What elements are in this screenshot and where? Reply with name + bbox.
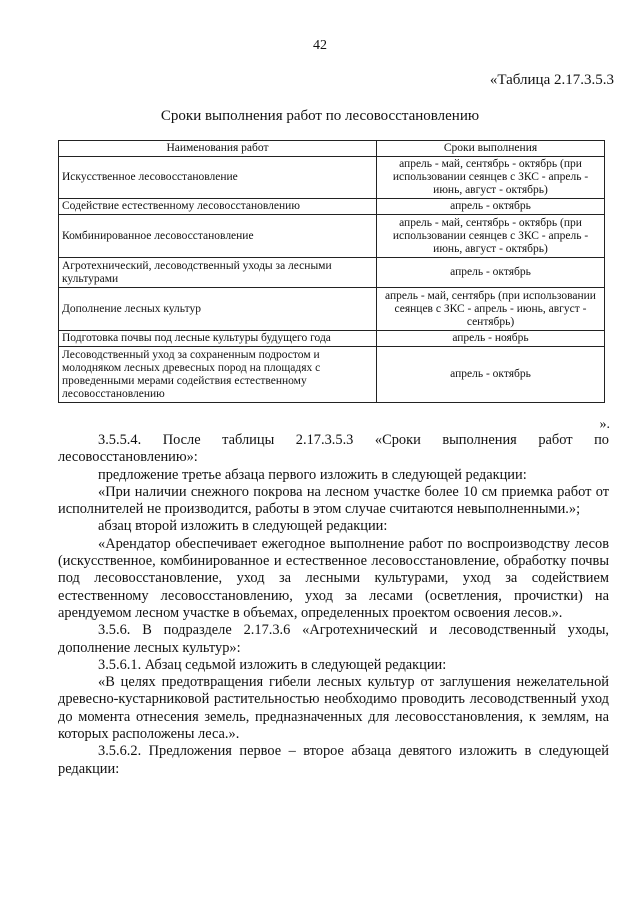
body-text [58,432,609,778]
table-row [59,331,605,347]
table-row [59,258,605,288]
header-work-name: Наименования работ [59,141,377,157]
schedule-cell: апрель - май, сентябрь (при использовании сеянцев с ЗКС - апрель - июнь, август - сентябрь) [377,288,605,331]
work-name-cell: Искусственное лесовосстановление [59,157,377,199]
schedule-cell: апрель - октябрь [377,258,605,288]
paragraph: абзац второй изложить в следующей редакции: [98,518,388,535]
paragraph: 3.5.6.1. Абзац седьмой изложить в следующей редакции: [98,656,447,673]
work-name-cell: Дополнение лесных культур [59,288,377,331]
table-row [59,347,605,403]
paragraph: «При наличии снежного покрова на лесном участке более 10 см приемка работ от исполнителей не производится, работы в этом случае считаются невыполненными.»; [58,483,609,518]
paragraph: «В целях предотвращения гибели лесных культур от заглушения нежелательной древесно-кустарниковой растительностью необходимо проводить лесоводственный уход до момента отнесения земель, предназначенных для лесовосстановления, к землям, на которых расположены леса.». [58,674,609,743]
table-row [59,215,605,258]
paragraph: 3.5.6. В подразделе 2.17.3.6 «Агротехнический и лесоводственный уходы, дополнение лесных культур»: [58,622,609,656]
paragraph: 3.5.6.2. Предложения первое – второе абзаца девятого изложить в следующей редакции: [58,743,609,777]
table-row [59,199,605,215]
work-name-cell: Лесоводственный уход за сохраненным подростом и молодняком лесных древесных пород на площадях с проведенными мерами содействия естественному лесовосстановлению [59,347,377,403]
work-name-cell: Содействие естественному лесовосстановлению [59,199,377,215]
paragraph: «Арендатор обеспечивает ежегодное выполнение работ по воспроизводству лесов (искусственное, комбинированное и естественное лесовосстановление, обработку почвы под лесовосстановление, уход за лесными культурами, уход за содействием естественному лесовосстановлению, уход за лесами (осветления, прочистки) на арендуемом лесном участке в объемах, определенных проектом освоения лесов.». [58,535,609,621]
table-row [59,157,605,199]
header-schedule: Сроки выполнения [377,141,605,157]
table-row [59,288,605,331]
work-name-cell: Агротехнический, лесоводственный уходы за лесными культурами [59,258,377,288]
table-header-row [59,141,605,157]
schedule-cell: апрель - ноябрь [377,331,605,347]
work-name-cell: Подготовка почвы под лесные культуры будущего года [59,331,377,347]
schedule-cell: апрель - октябрь [377,199,605,215]
paragraph: 3.5.5.4. После таблицы 2.17.3.5.3 «Сроки выполнения работ по лесовосстановлению»: [58,432,609,466]
schedule-cell: апрель - май, сентябрь - октябрь (при использовании сеянцев с ЗКС - апрель - июнь, август - октябрь) [377,215,605,258]
schedule-cell: апрель - май, сентябрь - октябрь (при использовании сеянцев с ЗКС - апрель - июнь, август - октябрь) [377,157,605,199]
work-name-cell: Комбинированное лесовосстановление [59,215,377,258]
table-reference: «Таблица 2.17.3.5.3 [489,72,614,88]
table-title: Сроки выполнения работ по лесовосстановлению [160,108,480,124]
schedule-cell: апрель - октябрь [377,347,605,403]
table-close-quote: ». [599,417,610,432]
page-number: 42 [313,38,327,53]
paragraph: предложение третье абзаца первого изложить в следующей редакции: [98,466,527,483]
works-schedule-table [58,140,605,403]
